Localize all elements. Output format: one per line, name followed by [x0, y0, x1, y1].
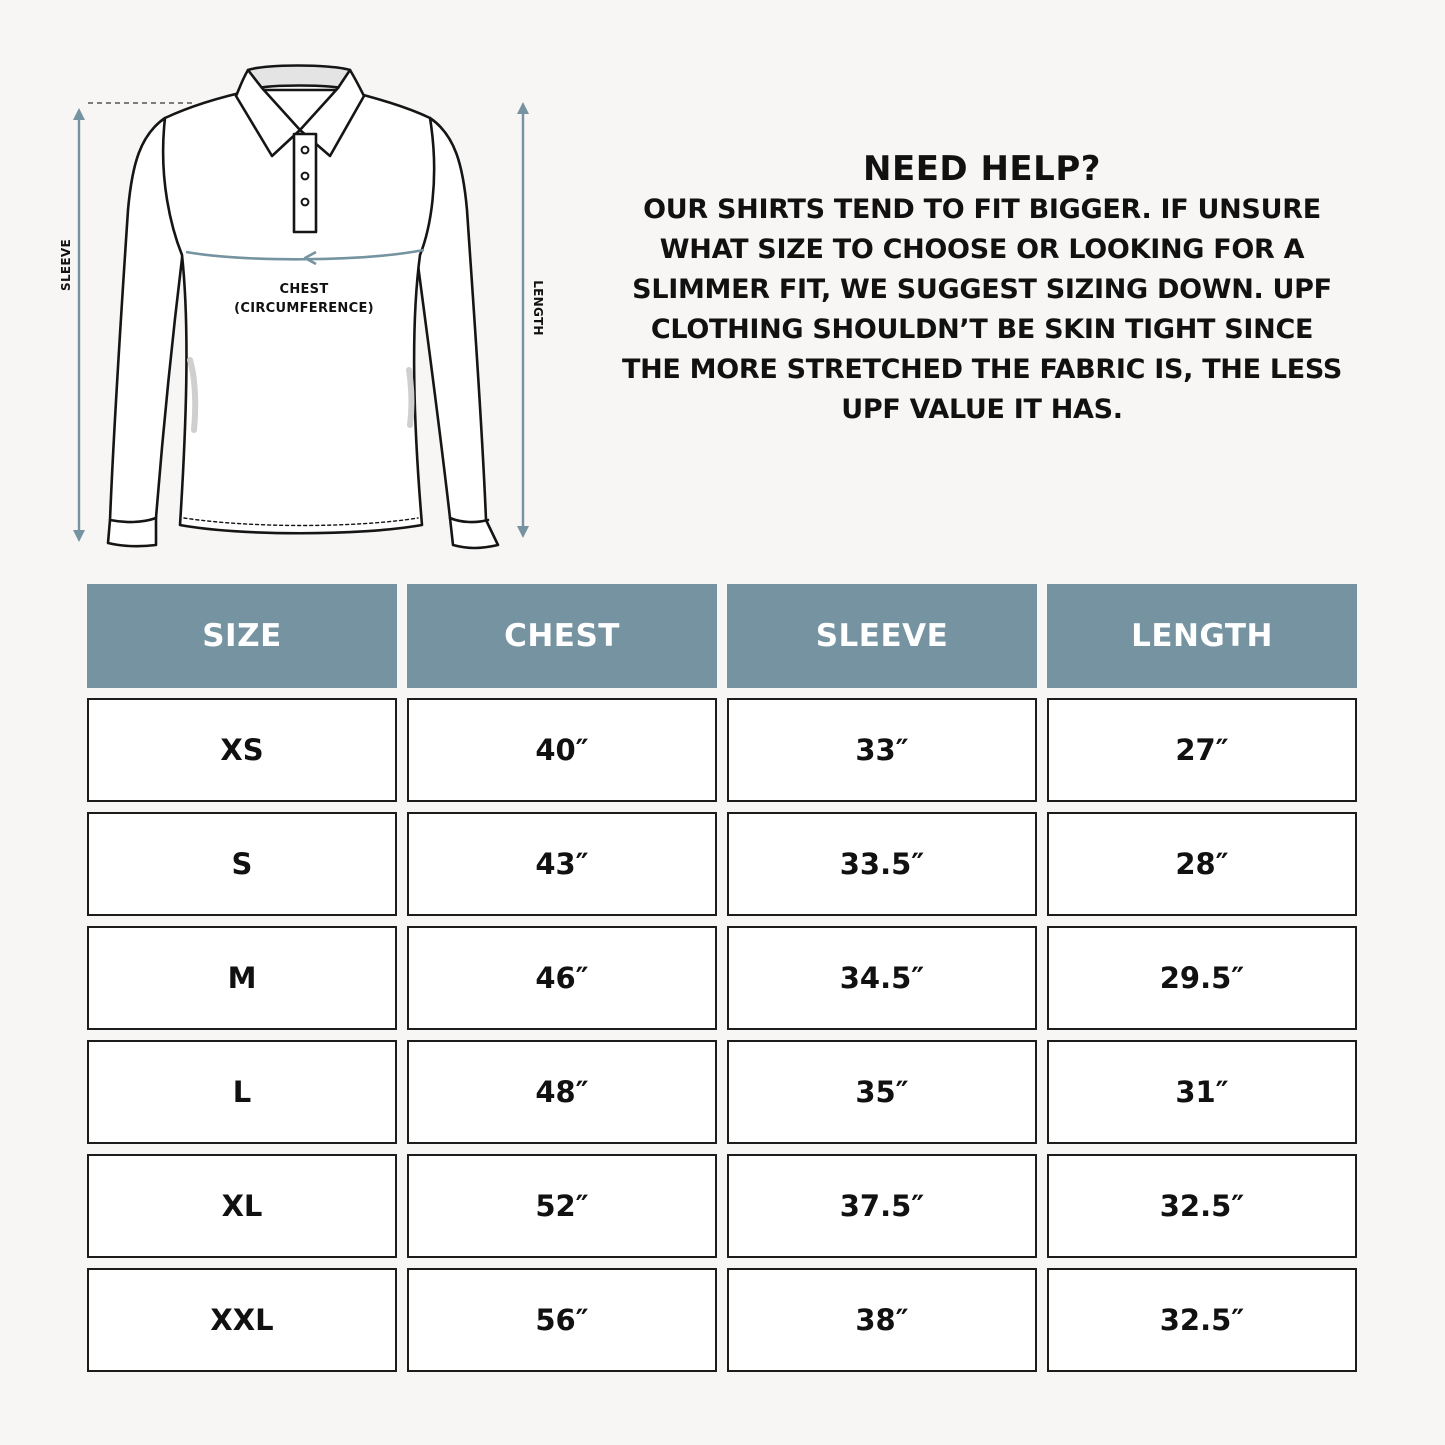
cell-sleeve: 34.5″: [727, 926, 1037, 1030]
header-size: SIZE: [87, 584, 397, 688]
cell-size: XXL: [87, 1268, 397, 1372]
cell-chest: 40″: [407, 698, 717, 802]
shirt-measurement-diagram: [0, 0, 600, 570]
cell-chest: 43″: [407, 812, 717, 916]
cell-chest: 56″: [407, 1268, 717, 1372]
cell-size: M: [87, 926, 397, 1030]
cell-size: S: [87, 812, 397, 916]
button-icon: [302, 199, 309, 206]
help-text: OUR SHIRTS TEND TO FIT BIGGER. IF UNSURE WHAT SIZE TO CHOOSE OR LOOKING FOR A SLIMMER FIT, WE SUGGEST SIZING DOWN. UPF CLOTHING SHOULDN’T BE SKIN TIGHT SINCE THE MORE STRETCHED THE FABRIC IS, THE LESS UPF VALUE IT HAS.: [622, 194, 1342, 425]
length-label: LENGTH: [531, 280, 545, 336]
table-row: [87, 1154, 1359, 1258]
cell-chest: 52″: [407, 1154, 717, 1258]
cell-sleeve: 38″: [727, 1268, 1037, 1372]
cell-chest: 48″: [407, 1040, 717, 1144]
sleeve-label: SLEEVE: [59, 239, 73, 291]
cell-length: 32.5″: [1047, 1268, 1357, 1372]
cell-sleeve: 35″: [727, 1040, 1037, 1144]
chest-label-line2: (CIRCUMFERENCE): [234, 301, 374, 316]
help-section: [612, 148, 1352, 430]
sleeve-measure-arrow: [73, 108, 85, 542]
cell-length: 29.5″: [1047, 926, 1357, 1030]
chest-label-line1: CHEST: [279, 282, 329, 297]
help-title: NEED HELP?: [863, 149, 1101, 189]
table-row: [87, 1268, 1359, 1372]
cell-size: L: [87, 1040, 397, 1144]
table-row: [87, 812, 1359, 916]
table-row: [87, 698, 1359, 802]
cell-length: 28″: [1047, 812, 1357, 916]
button-icon: [302, 147, 309, 154]
header-chest: CHEST: [407, 584, 717, 688]
cell-length: 32.5″: [1047, 1154, 1357, 1258]
cell-sleeve: 37.5″: [727, 1154, 1037, 1258]
cell-size: XL: [87, 1154, 397, 1258]
header-length: LENGTH: [1047, 584, 1357, 688]
table-row: [87, 1040, 1359, 1144]
table-header-row: [87, 584, 1359, 688]
size-chart-table: [87, 584, 1359, 1382]
cell-chest: 46″: [407, 926, 717, 1030]
table-row: [87, 926, 1359, 1030]
header-sleeve: SLEEVE: [727, 584, 1037, 688]
cell-length: 31″: [1047, 1040, 1357, 1144]
cell-sleeve: 33″: [727, 698, 1037, 802]
length-measure-arrow: [517, 102, 529, 538]
cell-size: XS: [87, 698, 397, 802]
cell-length: 27″: [1047, 698, 1357, 802]
cell-sleeve: 33.5″: [727, 812, 1037, 916]
chest-label: [234, 280, 374, 318]
button-icon: [302, 173, 309, 180]
